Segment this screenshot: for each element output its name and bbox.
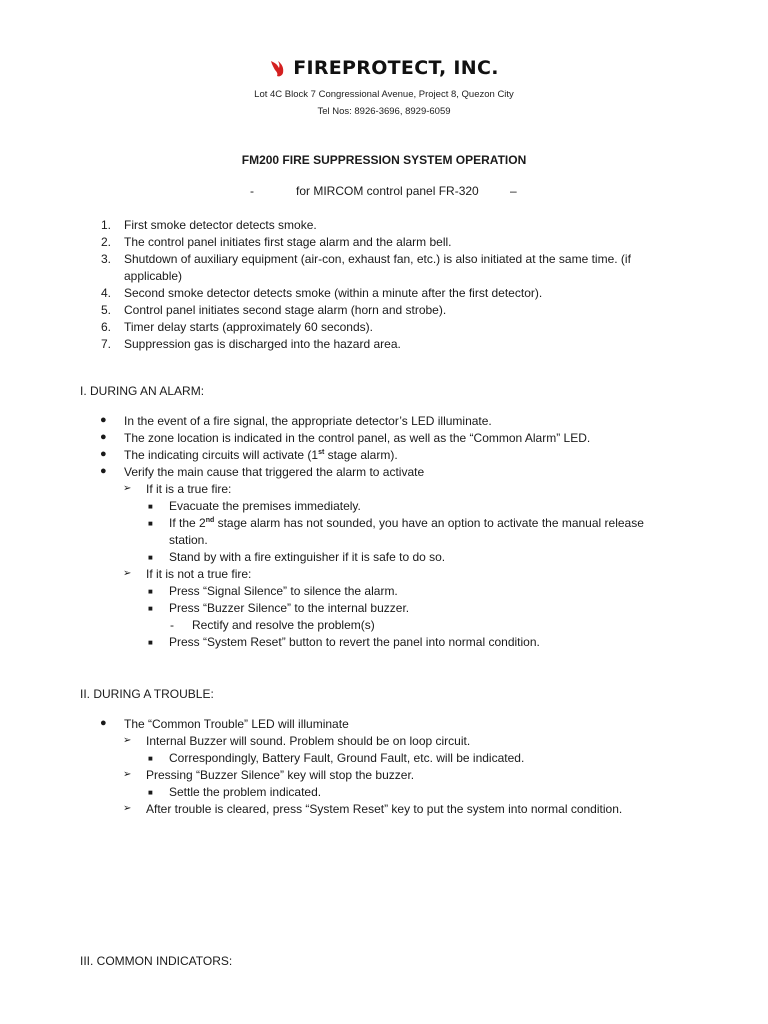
list-item: - Rectify and resolve the problem(s) (170, 618, 375, 632)
subtitle-dash-left: - (250, 184, 254, 198)
square-bullet-icon: ■ (148, 638, 153, 647)
subtitle-text: for MIRCOM control panel FR-320 (296, 184, 479, 198)
bullet-icon: ● (100, 431, 107, 443)
list-item: ■ Press “Signal Silence” to silence the alarm. (148, 584, 398, 598)
arrow-bullet-icon: ➢ (123, 803, 132, 814)
square-bullet-icon: ■ (148, 502, 153, 511)
square-bullet-icon: ■ (148, 587, 153, 596)
list-item: ● The indicating circuits will activate (1st stage alarm). (100, 448, 398, 462)
list-item: ● The “Common Trouble” LED will illuminate (100, 717, 349, 731)
list-item: ■ Press “System Reset” button to revert the panel into normal condition. (148, 635, 540, 649)
list-item: ■ Evacuate the premises immediately. (148, 499, 361, 513)
list-item: ■ If the 2nd stage alarm has not sounded, you have an option to activate the manual release (148, 516, 644, 530)
letterhead (0, 57, 768, 81)
list-item: ■ Stand by with a fire extinguisher if it is safe to do so. (148, 550, 446, 564)
list-item: ➢ Internal Buzzer will sound. Problem should be on loop circuit. (123, 734, 471, 748)
list-item: ■ Settle the problem indicated. (148, 785, 322, 799)
list-item: ● The zone location is indicated in the control panel, as well as the “Common Alarm” LED. (100, 431, 591, 445)
arrow-bullet-icon: ➢ (123, 483, 132, 494)
arrow-bullet-icon: ➢ (123, 735, 132, 746)
document-subtitle (0, 184, 768, 200)
step-item: 6. Timer delay starts (approximately 60 seconds). (101, 320, 373, 334)
step-item: 5. Control panel initiates second stage alarm (horn and strobe). (101, 303, 447, 317)
square-bullet-icon: ■ (148, 519, 153, 528)
trouble-procedure-list (0, 717, 768, 819)
dash-bullet-icon: - (170, 618, 174, 632)
square-bullet-icon: ■ (148, 754, 153, 763)
step-item: 7. Suppression gas is discharged into the hazard area. (101, 337, 401, 351)
arrow-bullet-icon: ➢ (123, 769, 132, 780)
list-item-continuation: station. (169, 533, 208, 547)
list-item: ➢ If it is a true fire: (123, 482, 232, 496)
square-bullet-icon: ■ (148, 604, 153, 613)
list-item: ● Verify the main cause that triggered the alarm to activate (100, 465, 425, 479)
list-item: ➢ If it is not a true fire: (123, 567, 252, 581)
document-title: FM200 FIRE SUPPRESSION SYSTEM OPERATION (241, 153, 527, 167)
list-item: ■ Press “Buzzer Silence” to the internal buzzer. (148, 601, 410, 615)
section-heading-alarm: I. DURING AN ALARM: (80, 384, 205, 398)
list-item: ➢ Pressing “Buzzer Silence” key will stop the buzzer. (123, 768, 415, 782)
company-address: Lot 4C Block 7 Congressional Avenue, Project 8, Quezon City (254, 89, 514, 100)
alarm-procedure-list (0, 414, 768, 652)
step-item: 4. Second smoke detector detects smoke (within a minute after the first detector). (101, 286, 543, 300)
company-phone: Tel Nos: 8926-3696, 8929-6059 (317, 106, 451, 117)
arrow-bullet-icon: ➢ (123, 568, 132, 579)
company-name: FIREPROTECT, INC. (293, 57, 499, 79)
step-item: 1. First smoke detector detects smoke. (101, 218, 317, 232)
bullet-icon: ● (100, 448, 107, 460)
list-item: ● In the event of a fire signal, the appropriate detector’s LED illuminate. (100, 414, 492, 428)
step-item: 3. Shutdown of auxiliary equipment (air-con, exhaust fan, etc.) is also initiated at the same time. (if applicable) (101, 252, 631, 283)
section-heading-indicators: III. COMMON INDICATORS: (80, 954, 233, 968)
list-item: ➢ After trouble is cleared, press “System Reset” key to put the system into normal condition. (123, 802, 623, 816)
bullet-icon: ● (100, 717, 107, 729)
flame-logo-icon (269, 58, 289, 78)
step-item: 2. The control panel initiates first stage alarm and the alarm bell. (101, 235, 452, 249)
bullet-icon: ● (100, 465, 107, 477)
subtitle-dash-right: – (510, 184, 517, 198)
operation-steps (0, 218, 768, 354)
bullet-icon: ● (100, 414, 107, 426)
list-item: ■ Correspondingly, Battery Fault, Ground Fault, etc. will be indicated. (148, 751, 525, 765)
square-bullet-icon: ■ (148, 788, 153, 797)
section-heading-trouble: II. DURING A TROUBLE: (80, 687, 214, 701)
square-bullet-icon: ■ (148, 553, 153, 562)
